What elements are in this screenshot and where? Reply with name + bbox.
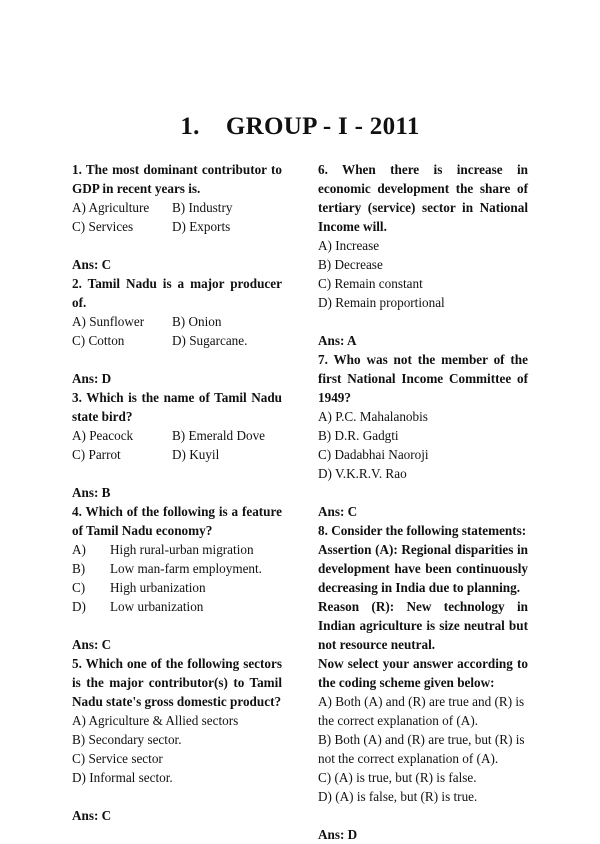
option-label: B) [72, 561, 86, 576]
option-row [72, 426, 282, 445]
answer-line: Ans: C [72, 257, 112, 272]
option-item[interactable]: D) Sugarcane. [172, 333, 248, 348]
question-stem: 5. Which one of the following sectors is the major contributor(s) to Tamil Nadu state's gross domestic product? [72, 656, 282, 709]
two-column-body [72, 160, 528, 844]
option-label: D) [72, 599, 86, 614]
option-item[interactable]: C) Cotton [72, 333, 125, 348]
option-item[interactable]: B) Emerald Dove [172, 428, 266, 443]
option-list [318, 236, 528, 312]
option-item[interactable]: D) Informal sector. [72, 770, 173, 785]
question-block [72, 274, 282, 388]
answer-line: Ans: D [72, 371, 112, 386]
option-item[interactable]: C) Service sector [72, 751, 163, 766]
question-block [318, 521, 528, 844]
option-text: High urbanization [110, 580, 206, 595]
page-title: 1. GROUP - I - 2011 [180, 113, 420, 140]
option-item[interactable]: D) Kuyil [172, 447, 220, 462]
option-item[interactable]: D) Remain proportional [318, 295, 445, 310]
option-item[interactable]: A) Increase [318, 238, 380, 253]
option-item[interactable]: D) V.K.R.V. Rao [318, 466, 407, 481]
option-list [72, 198, 282, 236]
answer-line: Ans: B [72, 485, 111, 500]
option-item[interactable]: B) Secondary sector. [72, 732, 182, 747]
option-row [72, 217, 282, 236]
option-item[interactable] [72, 559, 282, 578]
option-item[interactable] [72, 578, 282, 597]
option-list [72, 711, 282, 787]
option-item[interactable]: C) Dadabhai Naoroji [318, 447, 429, 462]
question-stem: 7. Who was not the member of the first National Income Committee of 1949? [318, 352, 528, 405]
question-statement: Assertion (A): Regional disparities in development have been continuously decreasing in India due to planning. [318, 542, 528, 595]
answer-line: Ans: D [318, 827, 358, 842]
option-item[interactable]: A) P.C. Mahalanobis [318, 409, 428, 424]
option-item[interactable]: A) Agriculture [72, 200, 150, 215]
answer-line: Ans: C [72, 808, 112, 823]
option-row [72, 331, 282, 350]
question-block [318, 350, 528, 521]
question-block [72, 654, 282, 825]
option-row [72, 198, 282, 217]
option-text: Low man-farm employment. [110, 561, 262, 576]
option-item[interactable]: B) Both (A) and (R) are true, but (R) is not the correct explanation of (A). [318, 732, 525, 766]
option-list [318, 407, 528, 483]
option-item[interactable] [72, 597, 282, 616]
option-item[interactable]: D) Exports [172, 219, 231, 234]
question-block [72, 388, 282, 502]
option-row [72, 312, 282, 331]
option-item[interactable]: B) Decrease [318, 257, 383, 272]
option-item[interactable]: A) Both (A) and (R) are true and (R) is the correct explanation of (A). [318, 694, 525, 728]
option-item[interactable]: A) Agriculture & Allied sectors [72, 713, 239, 728]
question-block [72, 160, 282, 274]
option-item[interactable] [72, 540, 282, 559]
option-row [72, 445, 282, 464]
option-text: Low urbanization [110, 599, 204, 614]
option-item[interactable]: B) D.R. Gadgti [318, 428, 399, 443]
left-column [72, 160, 282, 844]
answer-line: Ans: C [318, 504, 358, 519]
answer-line: Ans: A [318, 333, 357, 348]
option-item[interactable]: C) Services [72, 219, 134, 234]
option-item[interactable]: A) Sunflower [72, 314, 145, 329]
question-stem: 4. Which of the following is a feature of Tamil Nadu economy? [72, 504, 282, 538]
question-block [72, 502, 282, 654]
option-item[interactable]: D) (A) is false, but (R) is true. [318, 789, 478, 804]
option-item[interactable]: C) (A) is true, but (R) is false. [318, 770, 477, 785]
option-list [72, 426, 282, 464]
option-item[interactable]: C) Parrot [72, 447, 121, 462]
question-stem: 3. Which is the name of Tamil Nadu state bird? [72, 390, 282, 424]
question-stem: 8. Consider the following statements: [318, 523, 527, 538]
option-list [72, 312, 282, 350]
question-statement: Reason (R): New technology in Indian agriculture is size neutral but not resource neutral. [318, 599, 528, 652]
option-item[interactable]: A) Peacock [72, 428, 134, 443]
question-block [318, 160, 528, 350]
option-item[interactable]: B) Industry [172, 200, 233, 215]
option-list [72, 540, 282, 616]
option-item[interactable]: C) Remain constant [318, 276, 423, 291]
option-text: High rural-urban migration [110, 542, 254, 557]
question-statement: Now select your answer according to the coding scheme given below: [318, 656, 528, 690]
option-list [318, 692, 528, 806]
question-stem: 1. The most dominant contributor to GDP in recent years is. [72, 162, 282, 196]
right-column [318, 160, 528, 844]
answer-line: Ans: C [72, 637, 112, 652]
question-stem: 6. When there is increase in economic development the share of tertiary (service) sector in National Income will. [318, 162, 528, 234]
option-item[interactable]: B) Onion [172, 314, 222, 329]
option-label: C) [72, 580, 86, 595]
option-label: A) [72, 542, 86, 557]
question-stem: 2. Tamil Nadu is a major producer of. [72, 276, 282, 310]
